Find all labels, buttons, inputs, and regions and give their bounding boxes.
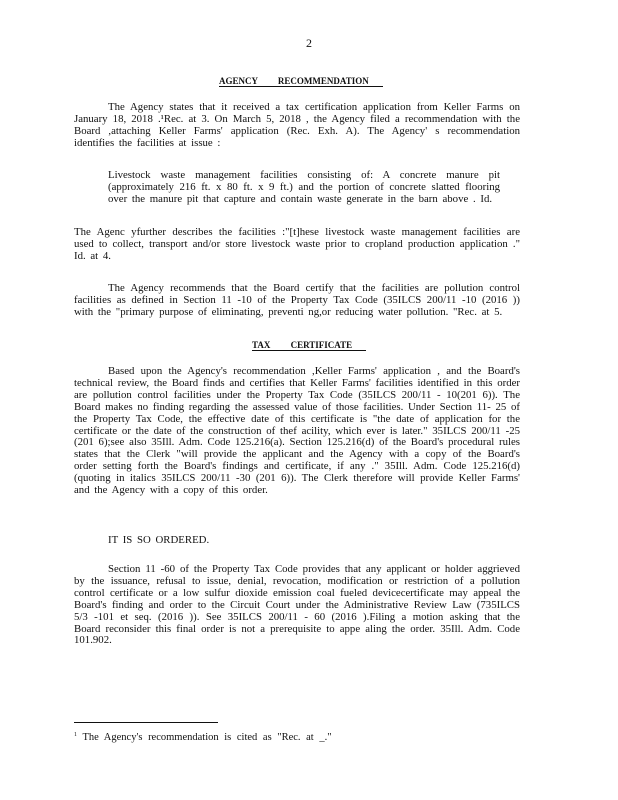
block-quote-facilities: Livestock waste management facilities consisting of: A concrete manure pit (approximately 216 ft. x 80 ft. x 9 ft.) and the portion of concrete slatted flooring over the manure pit that capture and contain waste generate in the barn above . Id. xyxy=(108,169,500,205)
heading-tax-certificate: TAX CERTIFICATE xyxy=(252,340,366,351)
footnote-marker: 1 xyxy=(74,732,77,738)
page-number: 2 xyxy=(306,36,312,50)
paragraph-agency-recommends: The Agency recommends that the Board certify that the facilities are pollution control facilities as defined in Section 11 -10 of the Property Tax Code (35ILCS 200/11 -10 (2016 )) with the "primary purpose of eliminating, preventi ng,or reducing water pollution. "Rec. at 5. xyxy=(74,282,520,318)
heading-agency-recommendation: AGENCY RECOMMENDATION xyxy=(219,76,383,87)
paragraph-board-findings: Based upon the Agency's recommendation ,Keller Farms' application , and the Board's technical review, the Board finds and certifies that Keller Farms' facilities identified in this order are pollution control facilities under the Property Tax Code (35ILCS 200/11 - 10(201 6)). The Board makes no finding regarding the assessed value of those facilities. Under Section 11- 25 of the Property Tax Code, the effective date of this certificate is "the date of application for the certificate or the date of the construction of thef acility, which ever is later." 35ILCS 200/11 -25 (201 6);see also 35Ill. Adm. Code 125.216(a). Section 125.216(d) of the Board's procedural rules states that the Clerk "will provide the applicant and the Agency with a copy of the Board's order setting forth the Board's findings and certificate, if any ." 35Ill. Adm. Code 125.216(d) (quoting in italics 35ILCS 200/11 -30 (201 6)). The Clerk therefore will provide Keller Farms' and the Agency with a copy of this order. xyxy=(74,365,520,497)
footnote xyxy=(74,732,332,743)
footnote-divider xyxy=(74,722,218,723)
paragraph-agency-describes: The Agenc yfurther describes the facilities :"[t]hese livestock waste management facilities are used to collect, transport and/or store livestock waste prior to cropland production application ." Id. at 4. xyxy=(74,226,520,262)
footnote-text: The Agency's recommendation is cited as "Rec. at _." xyxy=(82,732,332,743)
paragraph-agency-received: The Agency states that it received a tax certification application from Keller Farms on January 18, 2018 .¹Rec. at 3. On March 5, 2018 , the Agency filed a recommendation with the Board ,attaching Keller Farms' application (Rec. Exh. A). The Agency' s recommendation identifies the facilities at issue : xyxy=(74,101,520,149)
so-ordered: IT IS SO ORDERED. xyxy=(108,534,210,546)
paragraph-appeal-rights: Section 11 -60 of the Property Tax Code provides that any applicant or holder aggrieved by the issuance, refusal to issue, denial, revocation, modification or restriction of a pollution control certificate or a low sulfur dioxide emission coal fueled devicecertificate may appeal the Board's finding and order to the Circuit Court under the Administrative Review Law (735ILCS 5/3 -101 et seq. (2016 )). See 35ILCS 200/11 - 60 (2016 ).Filing a motion asking that the Board reconsider this final order is not a prerequisite to appe aling the order. 35Ill. Adm. Code 101.902. xyxy=(74,563,520,647)
